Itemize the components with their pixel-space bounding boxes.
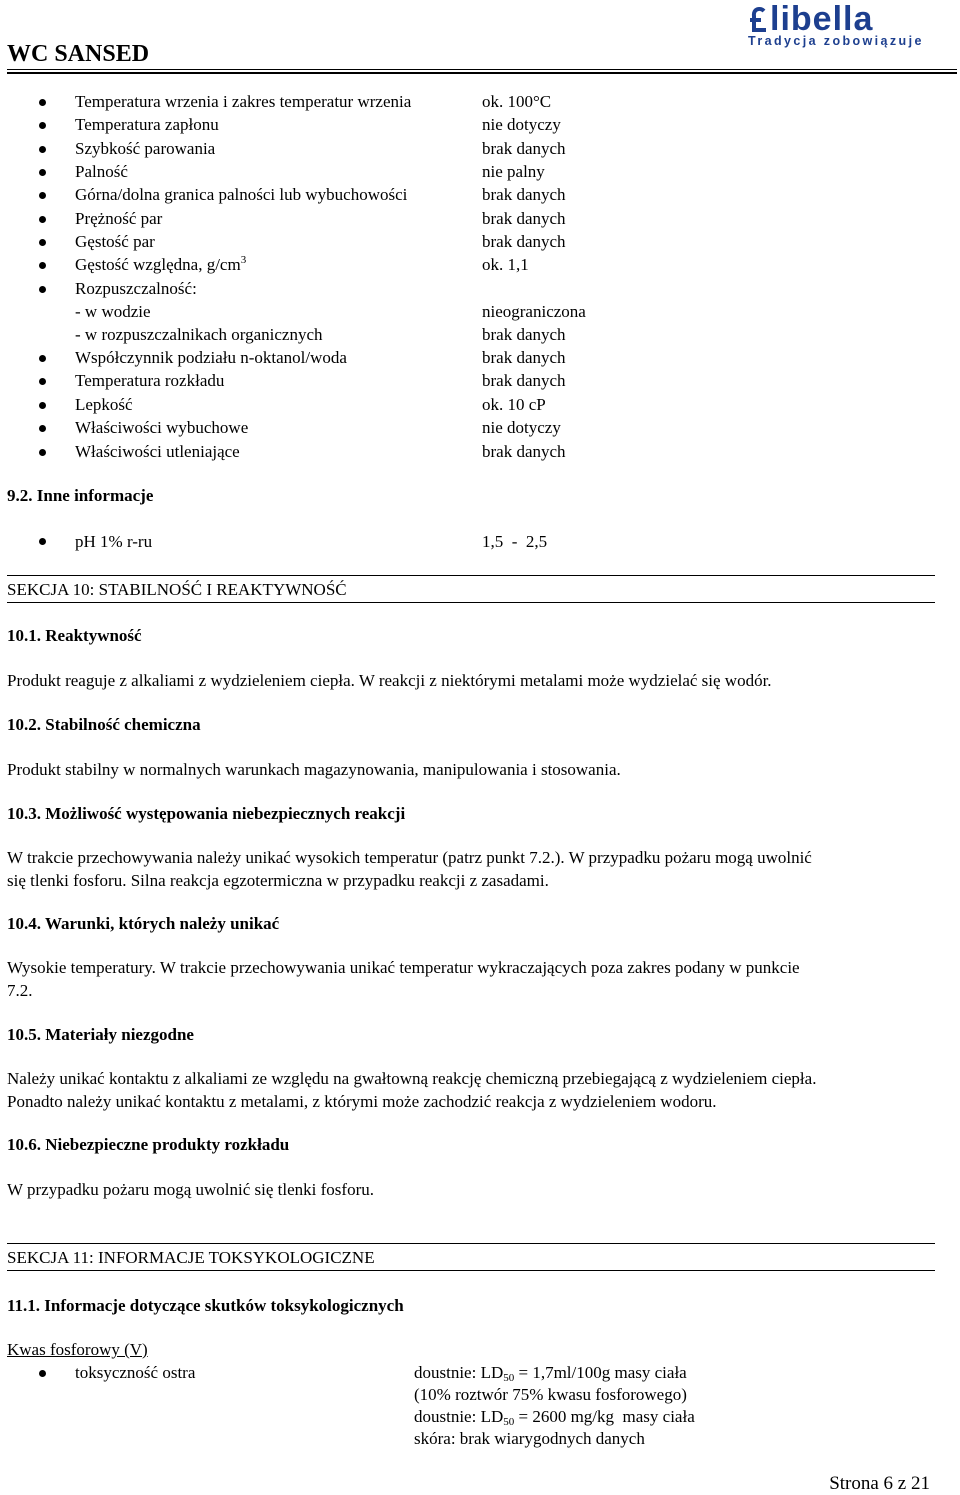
- property-value: brak danych: [482, 232, 566, 251]
- tox-label: toksyczność ostra: [75, 1363, 196, 1382]
- bullet-icon: [39, 1370, 46, 1377]
- tox-text: = 1,7ml/100g masy ciała: [514, 1363, 687, 1382]
- property-value: nie dotyczy: [482, 418, 561, 437]
- ph-label: pH 1% r-ru: [75, 532, 153, 551]
- property-value: brak danych: [482, 325, 566, 344]
- bullet-icon: [39, 538, 46, 545]
- property-value: nie palny: [482, 162, 545, 181]
- property-value: brak danych: [482, 185, 566, 204]
- property-value: brak danych: [482, 139, 566, 158]
- bullet-icon: [39, 169, 46, 176]
- logo-name: libella: [770, 0, 874, 38]
- superscript: 3: [240, 254, 247, 266]
- property-label: Górna/dolna granica palności lub wybuchowości: [75, 185, 408, 204]
- section-10-rule-top: [7, 575, 935, 576]
- header-rule: [7, 69, 957, 70]
- bullet-icon: [39, 402, 46, 409]
- libella-logo: [748, 2, 938, 48]
- bullet-icon: [39, 355, 46, 362]
- property-value: brak danych: [482, 442, 566, 461]
- subsection-heading: 10.6. Niebezpieczne produkty rozkładu: [7, 1135, 290, 1154]
- paragraph-line: się tlenki fosforu. Silna reakcja egzotermiczna w przypadku reakcji z zasadami.: [7, 871, 549, 890]
- bullet-icon: [39, 378, 46, 385]
- bullet-icon: [39, 449, 46, 456]
- ph-value: 1,5 - 2,5: [482, 532, 548, 551]
- tox-value-line: [414, 1407, 695, 1427]
- bullet-icon: [39, 425, 46, 432]
- subsection-heading: 10.5. Materiały niezgodne: [7, 1025, 194, 1044]
- property-label: Właściwości utleniające: [75, 442, 240, 461]
- section-11-rule-bottom: [7, 1270, 935, 1271]
- property-label: Szybkość parowania: [75, 139, 216, 158]
- tox-value-line: [414, 1363, 687, 1383]
- bullet-icon: [39, 122, 46, 129]
- property-label: Prężność par: [75, 209, 163, 228]
- page-number: Strona 6 z 21: [829, 1473, 930, 1494]
- paragraph-line: Wysokie temperatury. W trakcie przechowywania unikać temperatur wykraczających poza zakres podany w punkcie: [7, 958, 800, 977]
- section-11-rule-top: [7, 1243, 935, 1244]
- subsection-heading: 10.4. Warunki, których należy unikać: [7, 914, 280, 933]
- property-label-density: [75, 255, 246, 275]
- logo-tagline: Tradycja zobowiązuje: [748, 34, 924, 48]
- paragraph: Produkt stabilny w normalnych warunkach magazynowania, manipulowania i stosowania.: [7, 760, 621, 779]
- tox-text: doustnie: LD: [414, 1407, 504, 1426]
- section-11-title: SEKCJA 11: INFORMACJE TOKSYKOLOGICZNE: [7, 1248, 375, 1267]
- tox-text: = 2600 mg/kg masy ciała: [514, 1407, 695, 1426]
- tox-text: doustnie: LD: [414, 1363, 504, 1382]
- property-label: Temperatura wrzenia i zakres temperatur wrzenia: [75, 92, 412, 111]
- property-label: Temperatura rozkładu: [75, 371, 225, 390]
- property-value: brak danych: [482, 209, 566, 228]
- bullet-icon: [39, 239, 46, 246]
- property-label: Właściwości wybuchowe: [75, 418, 249, 437]
- property-value: nieograniczona: [482, 302, 586, 321]
- subsection-heading: 11.1. Informacje dotyczące skutków toksykologicznych: [7, 1296, 404, 1315]
- substance-name: Kwas fosforowy (V): [7, 1340, 148, 1359]
- paragraph: W przypadku pożaru mogą uwolnić się tlenki fosforu.: [7, 1180, 374, 1199]
- property-label: Temperatura zapłonu: [75, 115, 219, 134]
- bullet-icon: [39, 262, 46, 269]
- property-label: Gęstość par: [75, 232, 155, 251]
- property-label: Lepkość: [75, 395, 133, 414]
- subsection-heading: 10.3. Możliwość występowania niebezpiecznych reakcji: [7, 804, 406, 823]
- property-sublabel: - w rozpuszczalnikach organicznych: [75, 325, 323, 344]
- property-value: nie dotyczy: [482, 115, 561, 134]
- section-10-rule-bottom: [7, 602, 935, 603]
- property-value: brak danych: [482, 371, 566, 390]
- document-title: WC SANSED: [7, 41, 150, 67]
- bullet-icon: [39, 216, 46, 223]
- property-label: Palność: [75, 162, 128, 181]
- subsection-heading: 10.2. Stabilność chemiczna: [7, 715, 201, 734]
- section-10-title: SEKCJA 10: STABILNOŚĆ I REAKTYWNOŚĆ: [7, 580, 347, 599]
- pound-icon: [748, 6, 770, 36]
- paragraph: Produkt reaguje z alkaliami z wydzieleniem ciepła. W reakcji z niektórymi metalami może wydzielać się wodór.: [7, 671, 772, 690]
- paragraph-line: Ponadto należy unikać kontaktu z metalami, z którymi może zachodzić reakcja z wydzieleniem wodoru.: [7, 1092, 717, 1111]
- subsection-heading: 10.1. Reaktywność: [7, 626, 142, 645]
- bullet-icon: [39, 286, 46, 293]
- bullet-icon: [39, 192, 46, 199]
- subscript: 50: [503, 1372, 515, 1384]
- property-value: ok. 1,1: [482, 255, 529, 274]
- header-rule-thick: [7, 72, 957, 74]
- property-label: Współczynnik podziału n-oktanol/woda: [75, 348, 347, 367]
- bullet-icon: [39, 99, 46, 106]
- tox-value-line: skóra: brak wiarygodnych danych: [414, 1429, 645, 1448]
- section-9-2-heading: 9.2. Inne informacje: [7, 486, 154, 505]
- bullet-icon: [39, 146, 46, 153]
- paragraph-line: Należy unikać kontaktu z alkaliami ze względu na gwałtowną reakcję chemiczną przebiegającą z wydzieleniem ciepła.: [7, 1069, 817, 1088]
- property-value: brak danych: [482, 348, 566, 367]
- tox-value-line: (10% roztwór 75% kwasu fosforowego): [414, 1385, 687, 1404]
- paragraph-line: 7.2.: [7, 981, 33, 1000]
- property-value: ok. 100°C: [482, 92, 552, 111]
- paragraph-line: W trakcie przechowywania należy unikać wysokich temperatur (patrz punkt 7.2.). W przypadku pożaru mogą uwolnić: [7, 848, 812, 867]
- property-label-text: Gęstość względna, g/cm: [75, 255, 241, 274]
- property-value: ok. 10 cP: [482, 395, 546, 414]
- property-sublabel: - w wodzie: [75, 302, 151, 321]
- subscript: 50: [503, 1416, 515, 1428]
- property-label: Rozpuszczalność:: [75, 279, 197, 298]
